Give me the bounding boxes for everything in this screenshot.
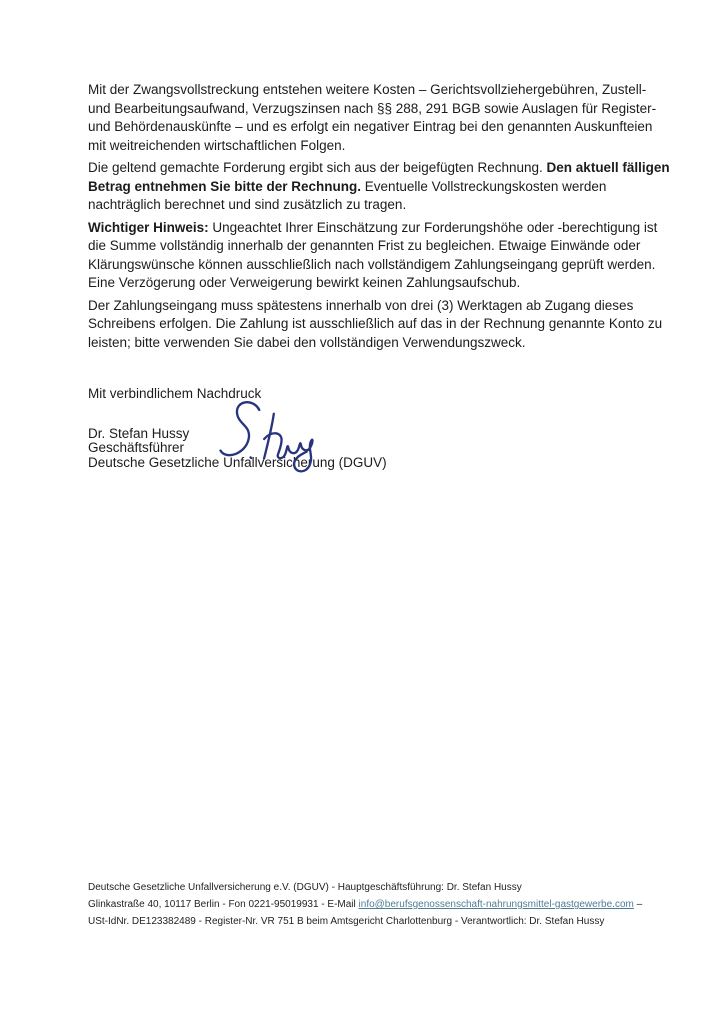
signer-title: Geschäftsführer [88, 440, 185, 455]
paragraph-line: und Bearbeitungsaufwand, Verzugszinsen nach §§ 288, 291 BGB sowie Auslagen für Register- [88, 100, 657, 116]
paragraph-line: leisten; bitte verwenden Sie dabei den vollständigen Verwendungszweck. [88, 334, 526, 350]
paragraph-line: Betrag entnehmen Sie bitte der Rechnung. Eventuelle Vollstreckungskosten werden [88, 178, 607, 194]
footer-line-3: USt-IdNr. DE123382489 - Register-Nr. VR 751 B beim Amtsgericht Charlottenburg - Verantwortlich: Dr. Stefan Hussy [88, 916, 605, 927]
footer-line-1: Deutsche Gesetzliche Unfallversicherung e.V. (DGUV) - Hauptgeschäftsführung: Dr. Stefan Hussy [88, 882, 522, 893]
footer-imprint [88, 879, 688, 930]
letter-paragraphs [88, 81, 670, 352]
paragraph [88, 81, 660, 155]
footer-line-2 [88, 896, 688, 913]
paragraph-line: Mit der Zwangsvollstreckung entstehen weitere Kosten – Gerichtsvollziehergebühren, Zustell- [88, 82, 647, 97]
paragraph-line: die Summe vollständig innerhalb der genannten Frist zu begleichen. Etwaige Einwände oder [88, 238, 641, 253]
paragraph [88, 297, 663, 353]
paragraph [88, 159, 670, 215]
paragraph-line: Wichtiger Hinweis: Ungeachtet Ihrer Einschätzung zur Forderungshöhe oder -berechtigung ist [88, 219, 658, 235]
paragraph-line: nachträglich berechnet und sind zusätzlich zu tragen. [88, 197, 407, 212]
footer-line-2-prefix: Glinkastraße 40, 10117 Berlin - Fon 0221-95019931 - E-Mail [88, 899, 359, 910]
letter-body [88, 81, 670, 470]
paragraph [88, 219, 660, 293]
paragraph-line: Schreibens erfolgen. Die Zahlung ist ausschließlich auf das in der Rechnung genannte Konto zu [88, 316, 663, 331]
signer-organization: Deutsche Gesetzliche Unfallversicherung (DGUV) [88, 454, 387, 470]
signer-name: Dr. Stefan Hussy [88, 425, 190, 441]
paragraph-line: Klärungswünsche können ausschließlich nach vollständigem Zahlungseingang geprüft werden. [88, 256, 656, 272]
footer-email-link[interactable]: info@berufsgenossenschaft-nahrungsmittel-gastgewerbe.com [358, 899, 634, 910]
signer-block [88, 427, 660, 471]
paragraph-line: mit weitreichenden wirtschaftlichen Folgen. [88, 137, 346, 153]
footer-line-2-suffix: – [633, 899, 643, 910]
paragraph-line: und Behördenauskünfte – und es erfolgt ein negativer Eintrag bei den genannten Auskunfteien [88, 119, 653, 134]
closing-phrase: Mit verbindlichem Nachdruck [88, 386, 262, 401]
paragraph-line: Eine Verzögerung oder Verweigerung bewirkt keinen Zahlungsaufschub. [88, 275, 521, 290]
paragraph-line: Der Zahlungseingang muss spätestens innerhalb von drei (3) Werktagen ab Zugang dieses [88, 297, 634, 313]
paragraph-line: Die geltend gemachte Forderung ergibt sich aus der beigefügten Rechnung. Den aktuell fälligen [88, 160, 670, 175]
